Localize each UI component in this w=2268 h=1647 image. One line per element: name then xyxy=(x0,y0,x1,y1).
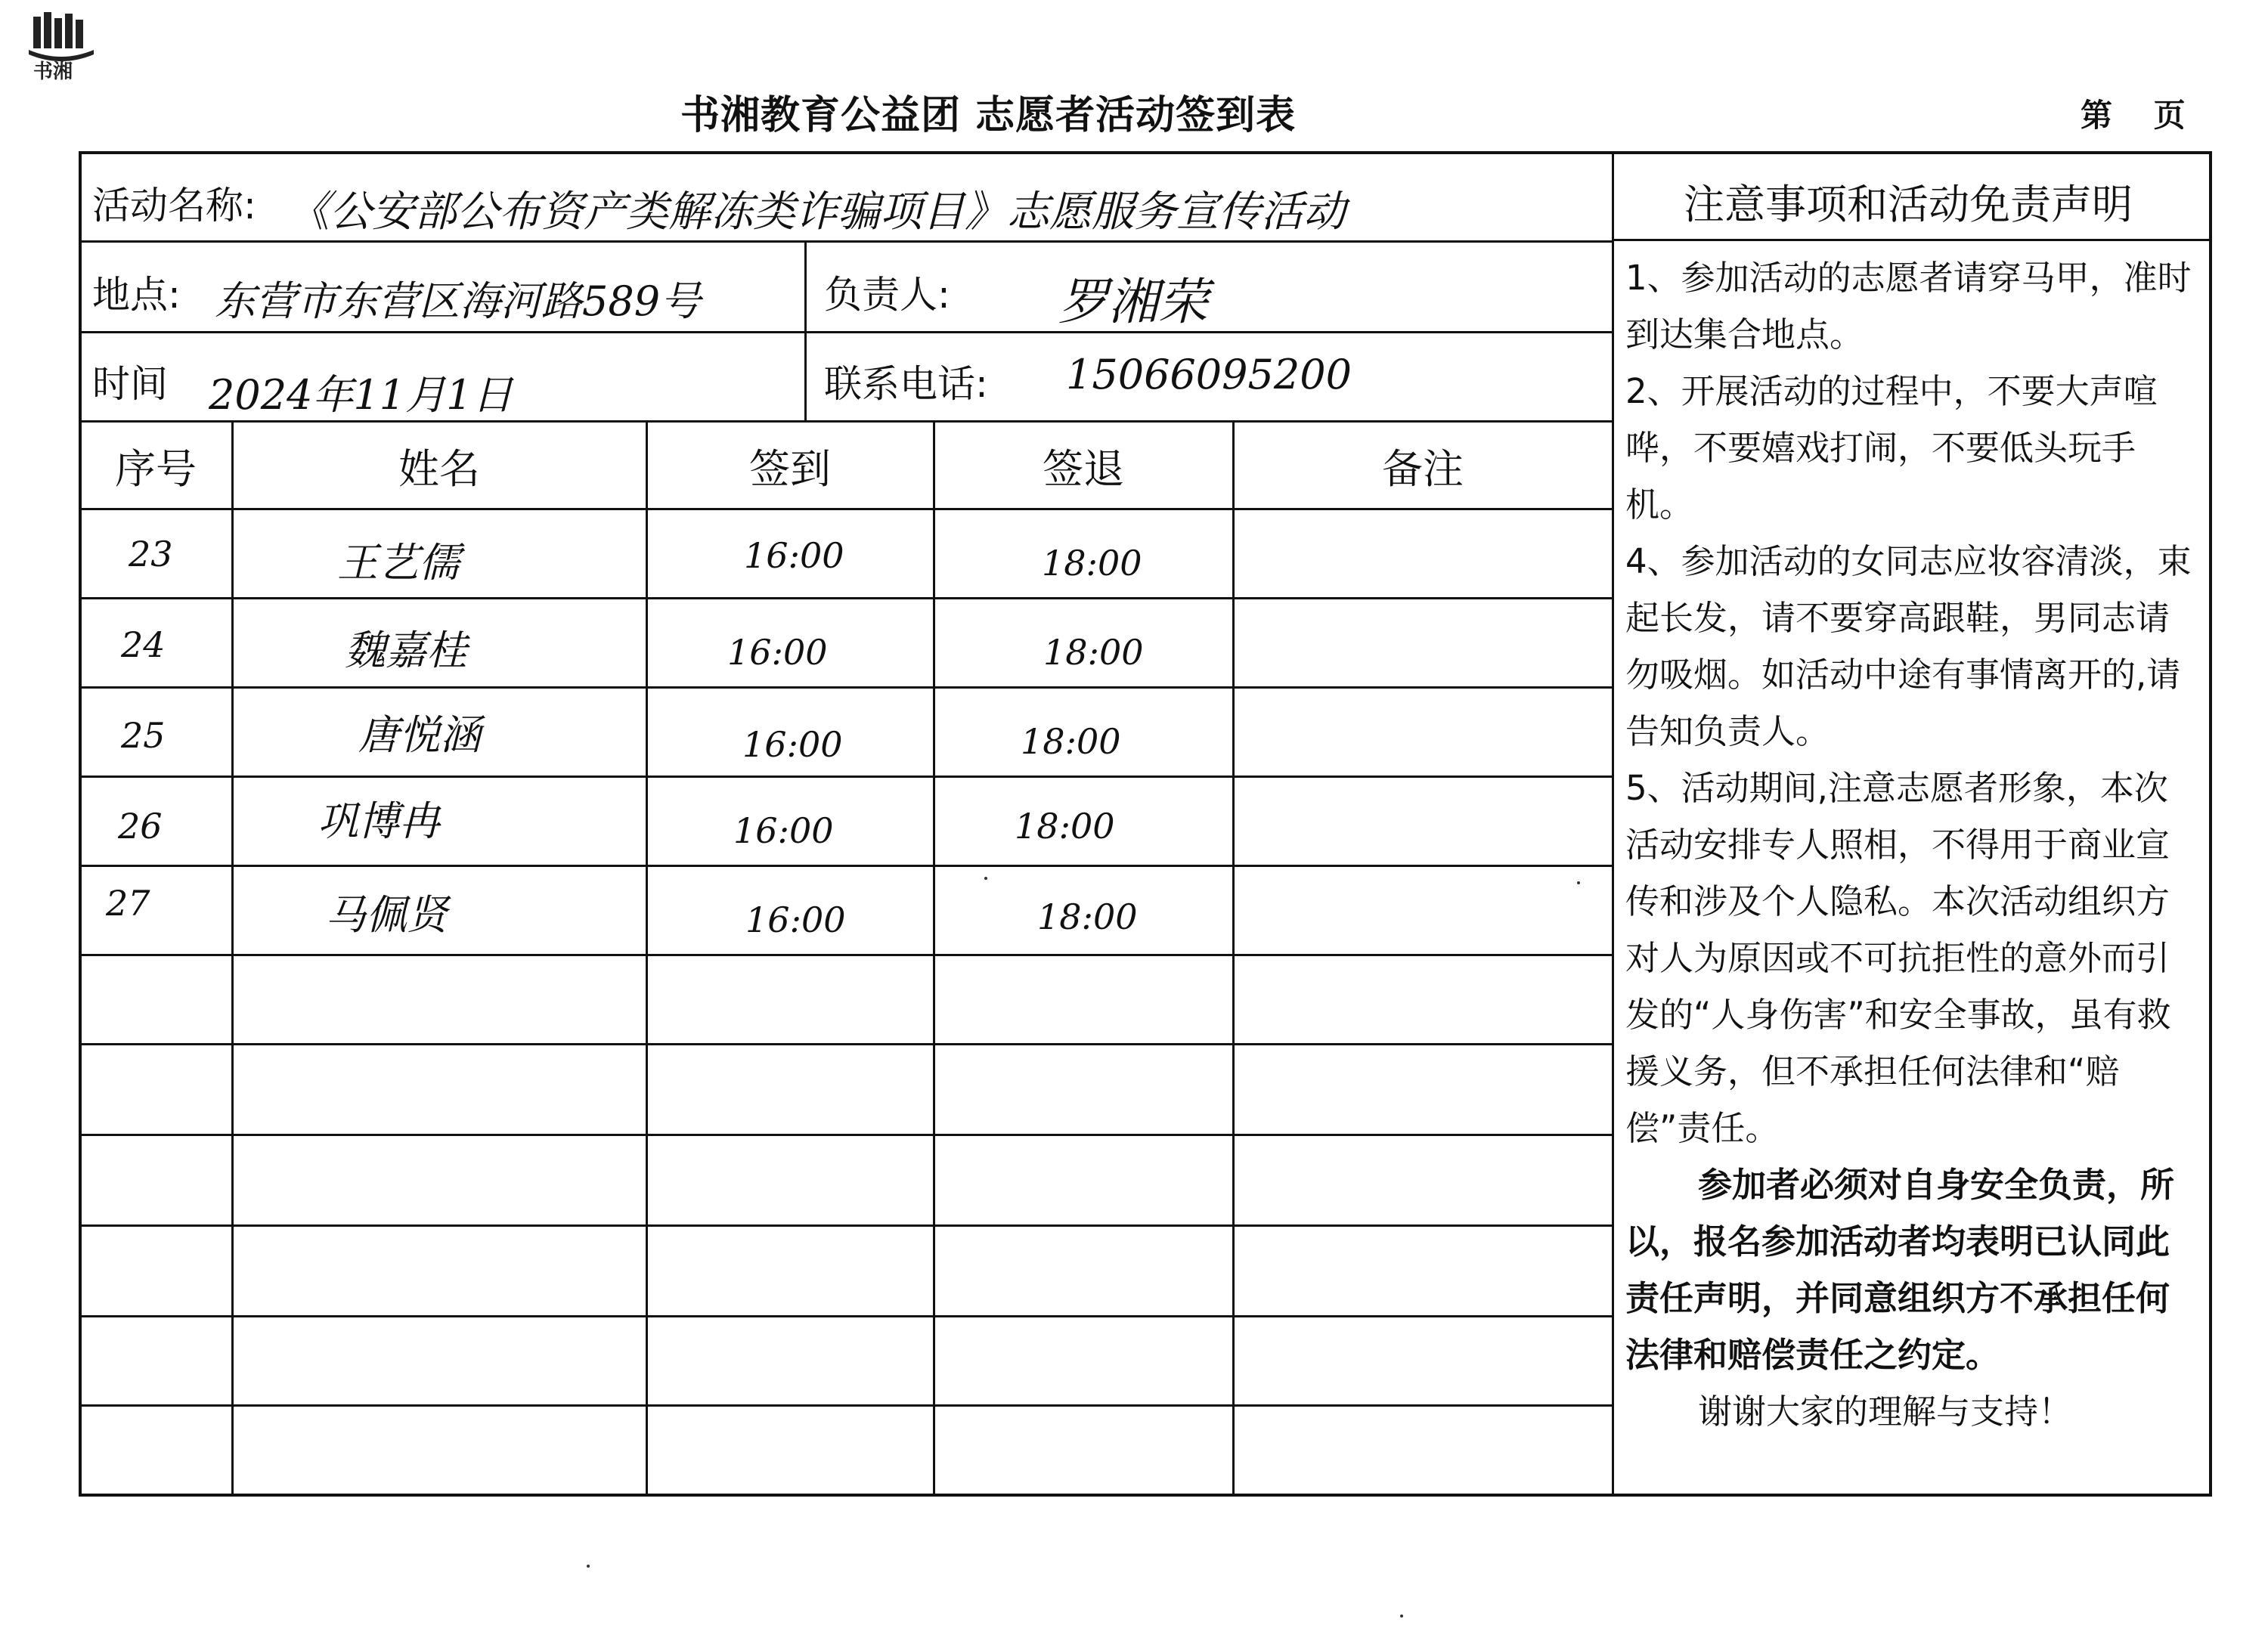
table-row-line xyxy=(79,1224,1613,1227)
table-row-line xyxy=(79,1134,1613,1136)
row-signout: 18:00 xyxy=(1043,632,1144,673)
notice-title-line xyxy=(1612,239,2212,241)
row-signout: 18:00 xyxy=(1021,721,1121,762)
notice-body xyxy=(1625,249,2200,1440)
liability-statement: 参加者必须对自身安全负责，所以，报名参加活动者均表明已认同此责任声明，并同意组织方不承担任何法律和赔偿责任之约定。 xyxy=(1625,1165,2175,1375)
row-signout: 18:00 xyxy=(1042,543,1142,584)
row-name: 唐悦涵 xyxy=(358,711,481,759)
notice-item: 5、活动期间,注意志愿者形象，本次活动安排专人照相，不得用于商业宣传和涉及个人隐私。本次活动组织方对人为原因或不可抗拒性的意外而引发的“人身伤害”和安全事故，虽有救援义务，但不承担任何法律和“赔偿”责任。 xyxy=(1625,768,2171,1148)
header-row-line xyxy=(79,240,1613,243)
header-mid-divider xyxy=(804,240,807,422)
table-row-line xyxy=(79,508,1613,510)
table-row-line xyxy=(79,1043,1613,1045)
phone-label: 联系电话: xyxy=(824,362,988,406)
column-header-remark: 备注 xyxy=(1382,445,1464,493)
leader-value: 罗湘荣 xyxy=(1058,273,1208,331)
logo-text: 书湘 xyxy=(33,60,73,83)
table-col-line xyxy=(231,420,234,1497)
row-signin: 16:00 xyxy=(744,535,844,576)
time-label: 时间 xyxy=(92,362,168,406)
time-value: 2024年11月1日 xyxy=(209,371,513,419)
row-signin: 16:00 xyxy=(727,632,828,673)
thanks-text: 谢谢大家的理解与支持！ xyxy=(1698,1392,2073,1432)
table-col-line xyxy=(1232,420,1235,1497)
row-signin: 16:00 xyxy=(742,724,843,765)
table-row-line xyxy=(79,954,1613,956)
notice-item: 4、参加活动的女同志应妆容清淡，束起长发，请不要穿高跟鞋，男同志请勿吸烟。如活动中途有事情离开的,请告知负责人。 xyxy=(1625,541,2192,751)
location-value: 东营市东营区海河路589号 xyxy=(215,277,702,325)
page-title: 书湘教育公益团 志愿者活动签到表 xyxy=(680,93,1297,138)
table-row-line xyxy=(79,597,1613,599)
row-signout: 18:00 xyxy=(1015,806,1115,847)
column-header-name: 姓名 xyxy=(398,445,480,493)
stray-mark xyxy=(1577,881,1580,884)
column-header-seq: 序号 xyxy=(115,445,197,493)
activity-name-value: 《公安部公布资产类解冻类诈骗项目》志愿服务宣传活动 xyxy=(287,187,1346,237)
row-name: 巩博冉 xyxy=(318,797,440,845)
row-signin: 16:00 xyxy=(733,810,834,851)
table-row-line xyxy=(79,1315,1613,1317)
row-name: 马佩贤 xyxy=(325,891,448,939)
leader-label: 负责人: xyxy=(824,273,950,317)
notice-divider xyxy=(1612,151,1614,1497)
phone-value: 15066095200 xyxy=(1066,351,1352,398)
column-header-signin: 签到 xyxy=(749,445,831,493)
row-name: 王艺儒 xyxy=(337,539,460,587)
table-row-line xyxy=(79,776,1613,778)
notice-item: 2、开展活动的过程中，不要大声喧哗，不要嬉戏打闹，不要低头玩手机。 xyxy=(1625,371,2158,525)
stray-mark xyxy=(587,1565,590,1568)
header-row-line xyxy=(79,331,1613,333)
row-seq: 23 xyxy=(129,534,173,574)
stray-mark xyxy=(1400,1614,1403,1618)
row-seq: 27 xyxy=(106,883,150,924)
table-row-line xyxy=(79,1404,1613,1407)
activity-name-label: 活动名称: xyxy=(92,184,256,228)
column-header-signout: 签退 xyxy=(1043,445,1124,493)
stray-mark xyxy=(984,877,987,880)
location-label: 地点: xyxy=(92,273,181,317)
row-signin: 16:00 xyxy=(745,899,846,940)
table-row-line xyxy=(79,865,1613,867)
notice-item: 1、参加活动的志愿者请穿马甲，准时到达集合地点。 xyxy=(1625,258,2192,354)
notice-title: 注意事项和活动免责声明 xyxy=(1684,181,2133,228)
row-seq: 26 xyxy=(118,806,163,847)
row-seq: 25 xyxy=(121,715,166,756)
page-number-label: 第 页 xyxy=(2081,97,2186,134)
row-name: 魏嘉桂 xyxy=(345,627,467,674)
table-row-line xyxy=(79,686,1613,689)
row-signout: 18:00 xyxy=(1037,896,1138,937)
row-seq: 24 xyxy=(121,624,166,665)
table-col-line xyxy=(933,420,935,1497)
table-col-line xyxy=(646,420,648,1497)
